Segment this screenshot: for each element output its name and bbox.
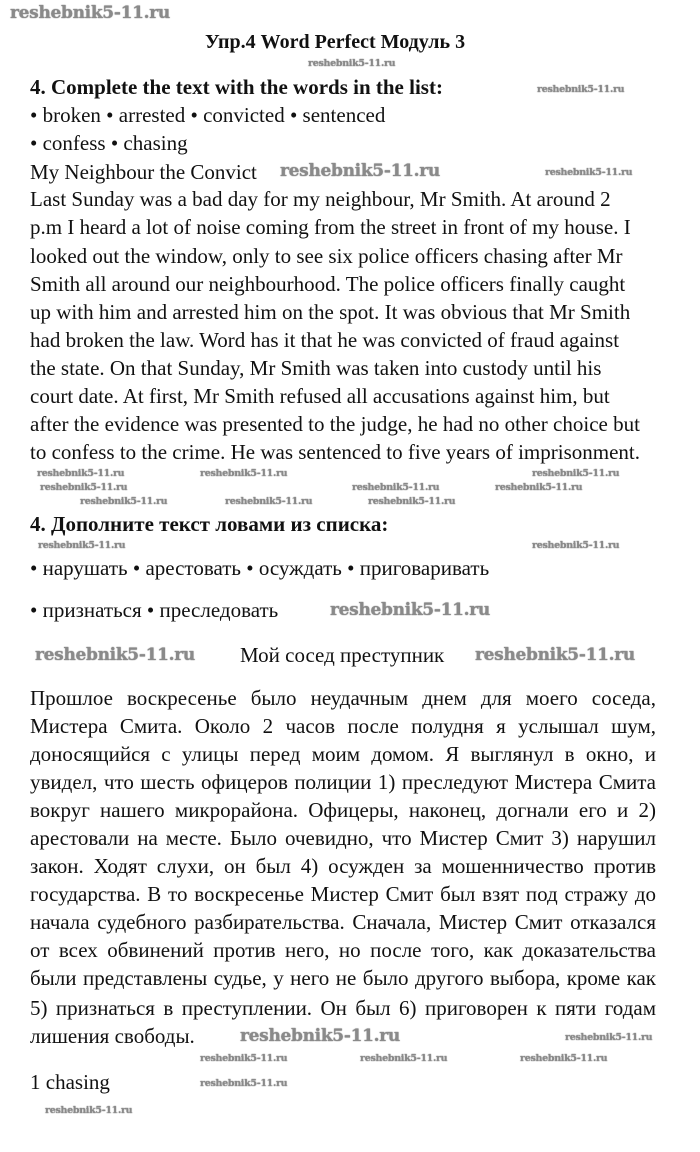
watermark: reshebnik5-11.ru — [368, 496, 456, 507]
watermark: reshebnik5-11.ru — [520, 1053, 608, 1064]
russian-line: Прошлое воскресенье было неудачным днем для моего соседа, — [30, 686, 656, 710]
russian-line: вокруг нашего микрорайона. Офицеры, наконец, догнали его и 2) — [30, 798, 656, 822]
watermark: reshebnik5-11.ru — [40, 482, 128, 493]
russian-line: 5) признаться в преступлении. Он был 6) приговорен к пяти годам — [30, 996, 656, 1020]
english-line: up with him and arrested him on the spot. It was obvious that Mr Smith — [30, 300, 631, 324]
watermark: reshebnik5-11.ru — [200, 1053, 288, 1064]
watermark: reshebnik5-11.ru — [330, 600, 490, 620]
english-story-title: My Neighbour the Convict — [30, 160, 257, 184]
watermark: reshebnik5-11.ru — [565, 1032, 653, 1043]
watermark: reshebnik5-11.ru — [308, 58, 396, 69]
russian-line: закон. Ходят слухи, он был 4) осужден за мошенничество против — [30, 854, 656, 878]
english-line: had broken the law. Word has it that he was convicted of fraud against — [30, 328, 620, 352]
watermark: reshebnik5-11.ru — [200, 468, 288, 479]
english-line: the state. On that Sunday, Mr Smith was taken into custody until his — [30, 356, 602, 380]
russian-line: были представлены судье, у него не было другого выбора, кроме как — [30, 966, 656, 990]
watermark: reshebnik5-11.ru — [37, 468, 125, 479]
watermark: reshebnik5-11.ru — [280, 161, 440, 181]
english-line: Last Sunday was a bad day for my neighbour, Mr Smith. At around 2 — [30, 187, 611, 211]
answer-text: 1 chasing — [30, 1070, 110, 1094]
english-line: court date. At first, Mr Smith refused all accusations against him, but — [30, 384, 610, 408]
watermark: reshebnik5-11.ru — [35, 645, 195, 665]
russian-story-title: Мой сосед преступник — [240, 643, 445, 667]
watermark: reshebnik5-11.ru — [537, 84, 625, 95]
english-word-list-1: • broken • arrested • convicted • sentenced — [30, 103, 386, 127]
watermark: reshebnik5-11.ru — [475, 645, 635, 665]
watermark: reshebnik5-11.ru — [545, 167, 633, 178]
watermark: reshebnik5-11.ru — [240, 1026, 400, 1046]
english-line: to confess to the crime. He was sentenced to five years of imprisonment. — [30, 440, 640, 464]
russian-line: доносящийся с улицы перед моим домом. Я выглянул в окно, и — [30, 742, 656, 766]
russian-word-list-1: • нарушать • арестовать • осуждать • приговаривать — [30, 556, 490, 580]
russian-line: арестовали на месте. Было очевидно, что Мистер Смит 3) нарушил — [30, 826, 656, 850]
watermark: reshebnik5-11.ru — [352, 482, 440, 493]
watermark: reshebnik5-11.ru — [495, 482, 583, 493]
watermark: reshebnik5-11.ru — [80, 496, 168, 507]
watermark: reshebnik5-11.ru — [360, 1053, 448, 1064]
russian-word-list-2: • признаться • преследовать — [30, 598, 279, 622]
english-line: p.m I heard a lot of noise coming from the street in front of my house. I — [30, 215, 631, 239]
watermark: reshebnik5-11.ru — [38, 540, 126, 551]
russian-line: начала судебного разбирательства. Сначала, Мистер Смит отказался — [30, 910, 656, 934]
russian-line: увидел, что шесть офицеров полиции 1) преследуют Мистера Смита — [30, 770, 656, 794]
english-line: looked out the window, only to see six police officers chasing after Mr — [30, 244, 623, 268]
russian-line: от всех обвинений против него, но после того, как доказательства — [30, 938, 656, 962]
watermark: reshebnik5-11.ru — [45, 1105, 133, 1116]
english-heading: 4. Complete the text with the words in the list: — [30, 75, 443, 99]
english-word-list-2: • confess • chasing — [30, 131, 188, 155]
russian-line: Мистера Смита. Около 2 часов после полудня я услышал шум, — [30, 714, 656, 738]
page-title: Упр.4 Word Perfect Модуль 3 — [205, 31, 466, 53]
watermark: reshebnik5-11.ru — [10, 3, 170, 23]
english-line: Smith all around our neighbourhood. The police officers finally caught — [30, 272, 626, 296]
watermark: reshebnik5-11.ru — [532, 468, 620, 479]
watermark: reshebnik5-11.ru — [200, 1078, 288, 1089]
russian-line: государства. В то воскресенье Мистер Смит был взят под стражу до — [30, 882, 656, 906]
watermark: reshebnik5-11.ru — [532, 540, 620, 551]
russian-line: лишения свободы. — [30, 1024, 195, 1048]
english-line: after the evidence was presented to the judge, he had no other choice but — [30, 412, 640, 436]
russian-heading: 4. Дополните текст ловами из списка: — [30, 512, 389, 536]
watermark: reshebnik5-11.ru — [225, 496, 313, 507]
